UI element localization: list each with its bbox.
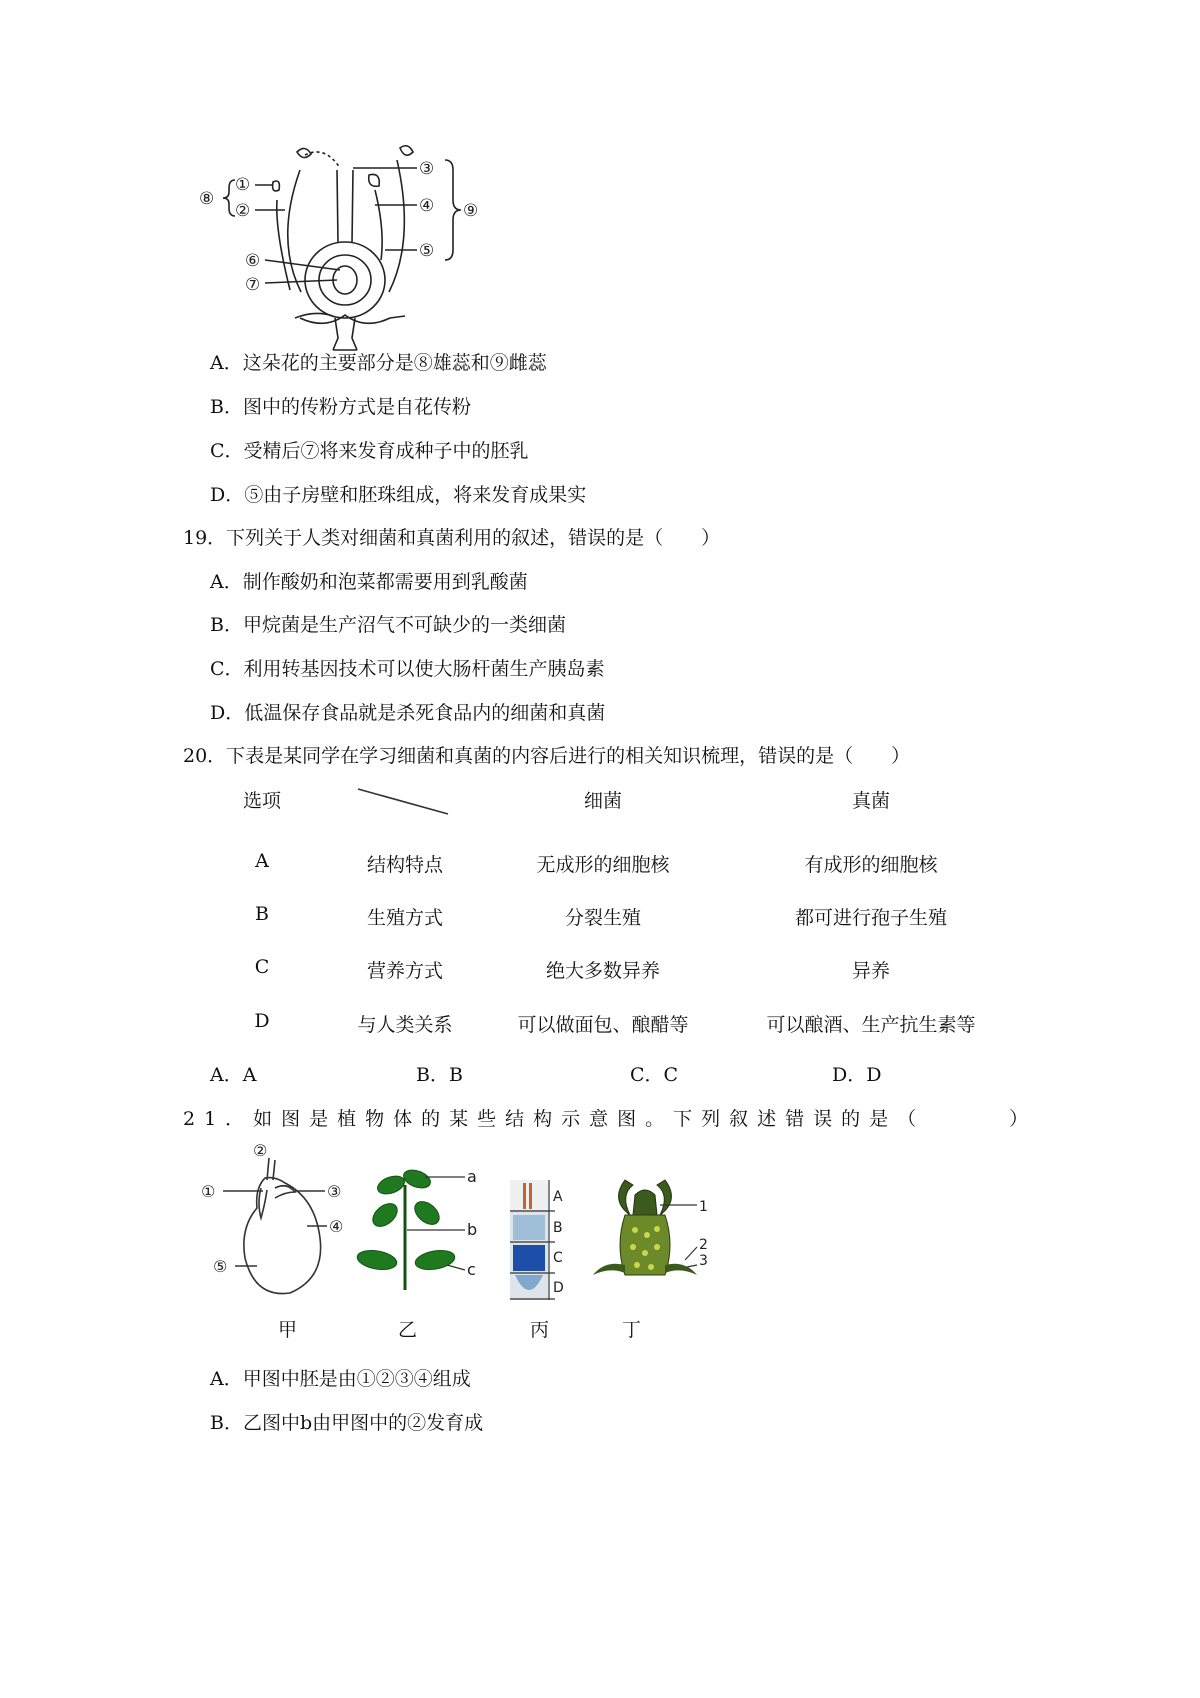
flower-label-6: ⑥	[245, 251, 261, 271]
q20-choice-d: D．D	[832, 1064, 882, 1086]
table-header-bacteria: 细菌	[583, 790, 623, 812]
q21-stem: 21．如图是植物体的某些结构示意图。下列叙述错误的是（ ）	[183, 1108, 1038, 1130]
flower-diagram	[199, 140, 535, 355]
table-cell: 有成形的细胞核	[804, 854, 938, 876]
table-header-option: 选项	[242, 790, 282, 812]
table-cell: 异养	[851, 960, 891, 982]
q18-option-d: D．⑤由子房壁和胚珠组成，将来发育成果实	[210, 484, 587, 506]
bud-figure-ding	[585, 1175, 720, 1305]
q20-choice-a: A．A	[210, 1064, 257, 1086]
root-label-d: D	[553, 1280, 564, 1296]
table-cell: 分裂生殖	[564, 907, 642, 929]
table-header-fungi: 真菌	[851, 790, 891, 812]
table-cell: 无成形的细胞核	[536, 854, 670, 876]
root-tip-figure-bing	[505, 1175, 575, 1305]
q19-option-c: C．利用转基因技术可以使大肠杆菌生产胰岛素	[210, 658, 605, 680]
table-header-diagonal	[356, 786, 450, 818]
q18-option-a: A．这朵花的主要部分是⑧雄蕊和⑨雌蕊	[210, 352, 547, 374]
q21-option-b: B．乙图中b由甲图中的②发育成	[210, 1412, 484, 1434]
flower-label-2: ②	[235, 201, 251, 221]
root-label-a: A	[553, 1189, 563, 1205]
seed-figure-jia	[201, 1141, 355, 1308]
seed-label-5: ⑤	[213, 1257, 228, 1276]
flower-label-7: ⑦	[245, 275, 261, 295]
q21-option-a: A．甲图中胚是由①②③④组成	[210, 1368, 471, 1390]
seedling-label-a: a	[467, 1167, 477, 1186]
q20-choice-c: C．C	[630, 1064, 679, 1086]
seedling-label-c: c	[467, 1260, 476, 1279]
bud-label-3: 3	[699, 1253, 708, 1269]
table-cell: D	[254, 1010, 270, 1032]
seedling-figure-yi	[355, 1165, 480, 1300]
table-cell: 与人类关系	[357, 1014, 453, 1036]
flower-label-5: ⑤	[419, 241, 435, 261]
caption-ding: 丁	[622, 1319, 642, 1341]
caption-bing: 丙	[530, 1319, 550, 1341]
flower-label-1: ①	[235, 175, 251, 195]
bud-label-2: 2	[699, 1237, 708, 1253]
flower-label-9: ⑨	[463, 201, 479, 221]
seedling-label-b: b	[467, 1220, 478, 1239]
table-cell: C	[254, 956, 270, 978]
root-label-c: C	[553, 1250, 563, 1266]
seed-label-2: ②	[253, 1141, 268, 1160]
table-cell: 可以酿酒、生产抗生素等	[766, 1014, 976, 1036]
q18-option-c: C．受精后⑦将来发育成种子中的胚乳	[210, 440, 529, 462]
q20-stem: 20．下表是某同学在学习细菌和真菌的内容后进行的相关知识梳理，错误的是（ ）	[183, 745, 911, 767]
q19-stem: 19．下列关于人类对细菌和真菌利用的叙述，错误的是（ ）	[183, 527, 721, 549]
q19-option-b: B．甲烷菌是生产沼气不可缺少的一类细菌	[210, 614, 566, 636]
seed-label-1: ①	[201, 1182, 216, 1201]
seed-label-4: ④	[329, 1217, 344, 1236]
table-cell: 绝大多数异养	[545, 960, 661, 982]
table-cell: 可以做面包、酿醋等	[517, 1014, 689, 1036]
table-cell: A	[255, 850, 269, 872]
flower-label-8: ⑧	[199, 189, 215, 209]
flower-label-3: ③	[419, 159, 435, 179]
table-cell: 营养方式	[366, 960, 444, 982]
caption-yi: 乙	[398, 1319, 418, 1341]
q18-option-b: B．图中的传粉方式是自花传粉	[210, 396, 471, 418]
bud-label-1: 1	[699, 1199, 708, 1215]
table-cell: B	[255, 903, 269, 925]
table-cell: 都可进行孢子生殖	[794, 907, 948, 929]
flower-label-4: ④	[419, 196, 435, 216]
q19-option-a: A．制作酸奶和泡菜都需要用到乳酸菌	[210, 571, 528, 593]
seed-label-3: ③	[327, 1182, 342, 1201]
root-label-b: B	[553, 1220, 563, 1236]
q20-choice-b: B．B	[416, 1064, 463, 1086]
table-cell: 结构特点	[366, 854, 444, 876]
q19-option-d: D．低温保存食品就是杀死食品内的细菌和真菌	[210, 702, 606, 724]
table-cell: 生殖方式	[366, 907, 444, 929]
caption-jia: 甲	[278, 1319, 298, 1341]
